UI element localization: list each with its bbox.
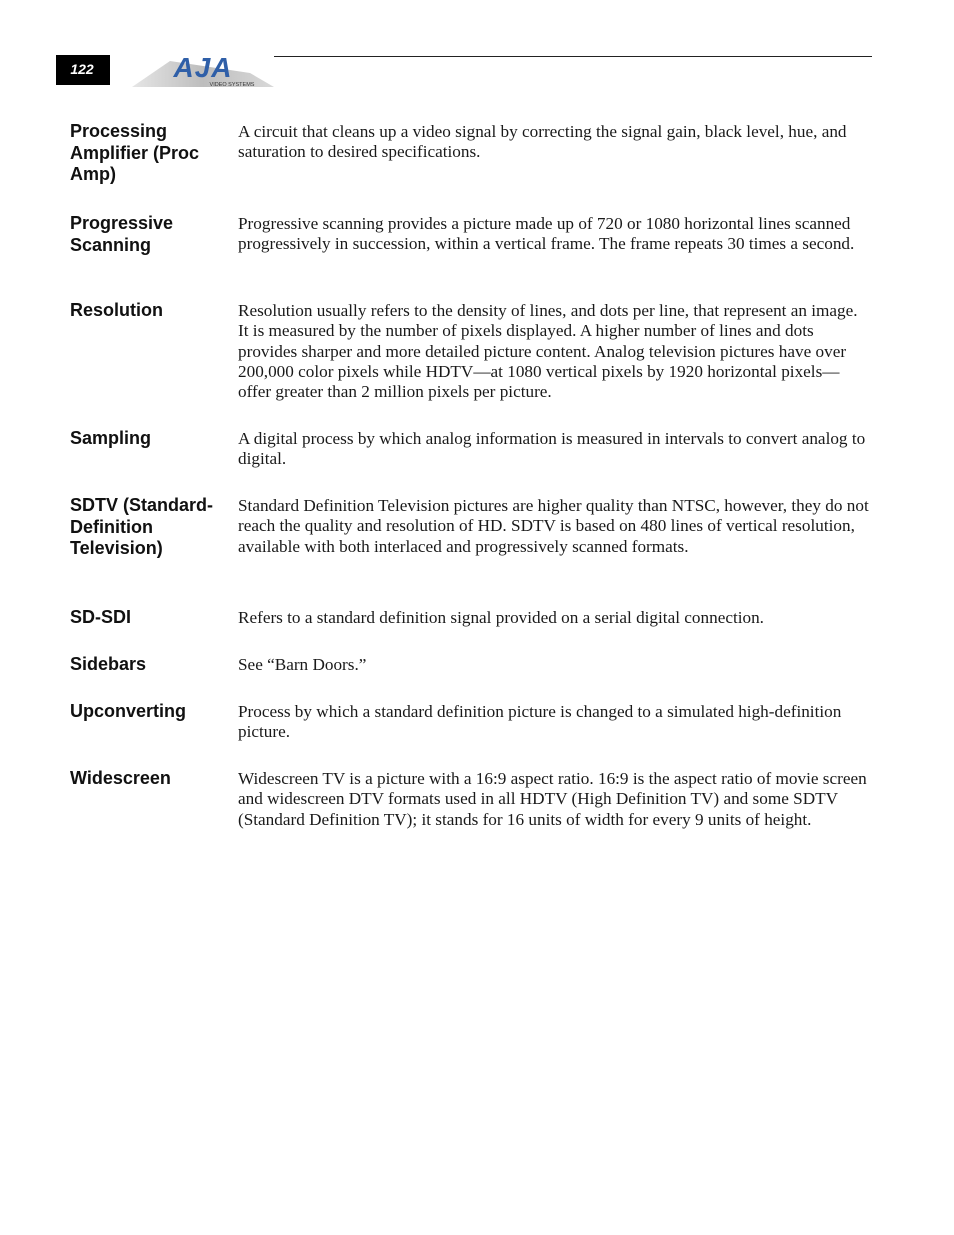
glossary-definition: A circuit that cleans up a video signal by correcting the signal gain, black level, hue, and saturation to desired specifications. [238, 122, 847, 162]
glossary-entry [70, 299, 870, 427]
svg-text:AJA: AJA [173, 53, 233, 83]
page-number: 122 [56, 55, 110, 85]
glossary-term: SDTV (Standard-Definition Television) [70, 495, 214, 558]
glossary-definition: Progressive scanning provides a picture made up of 720 or 1080 horizontal lines scanned progressively in succession, within a vertical frame. The frame repeats 30 times a second. [238, 214, 855, 254]
glossary-entry [70, 606, 870, 653]
glossary-definition: Process by which a standard definition picture is changed to a simulated high-definition picture. [238, 702, 842, 742]
glossary-definition: A digital process by which analog information is measured in intervals to convert analog to digital. [238, 429, 866, 469]
glossary-term: Sampling [70, 428, 152, 448]
glossary-term: Resolution [70, 300, 163, 320]
glossary-term: SD-SDI [70, 607, 132, 627]
glossary-definition: Standard Definition Television pictures are higher quality than NTSC, however, they do not reach the quality and resolution of HD. SDTV is based on 480 lines of vertical resolution, available with both interlaced and progressively scanned formats. [238, 496, 869, 556]
glossary-entry [70, 427, 870, 494]
glossary-term: Widescreen [70, 768, 171, 788]
glossary-term: Processing Amplifier (Proc Amp) [70, 121, 200, 184]
glossary-definition: See “Barn Doors.” [238, 655, 367, 674]
glossary-definition: Widescreen TV is a picture with a 16:9 aspect ratio. 16:9 is the aspect ratio of movie screen and widescreen DTV formats used in all HDTV (High Definition TV) and some SDTV (Standard Definition TV); it stands for 16 units of width for every 9 units of height. [238, 769, 867, 829]
glossary-entry [70, 120, 870, 212]
glossary-entry [70, 653, 870, 700]
glossary-entry [70, 494, 870, 606]
glossary-term: Progressive Scanning [70, 213, 174, 255]
aja-logo [130, 53, 276, 89]
glossary-definition: Refers to a standard definition signal provided on a serial digital connection. [238, 608, 764, 627]
glossary-term: Sidebars [70, 654, 147, 674]
glossary-definition: Resolution usually refers to the density of lines, and dots per line, that represent an image. It is measured by the number of pixels displayed. A higher number of lines and dots provides sharper and more detailed picture content. Analog television pictures have over 200,000 color pixels while HDTV—at 1080 vertical pixels by 1920 horizontal pixels—offer greater than 2 million pixels per picture. [238, 301, 858, 402]
header-rule [274, 56, 872, 57]
glossary-entry [70, 767, 870, 857]
glossary [70, 120, 870, 857]
glossary-term: Upconverting [70, 701, 187, 721]
svg-text:VIDEO SYSTEMS: VIDEO SYSTEMS [209, 82, 255, 88]
glossary-entry [70, 700, 870, 767]
glossary-entry [70, 212, 870, 299]
